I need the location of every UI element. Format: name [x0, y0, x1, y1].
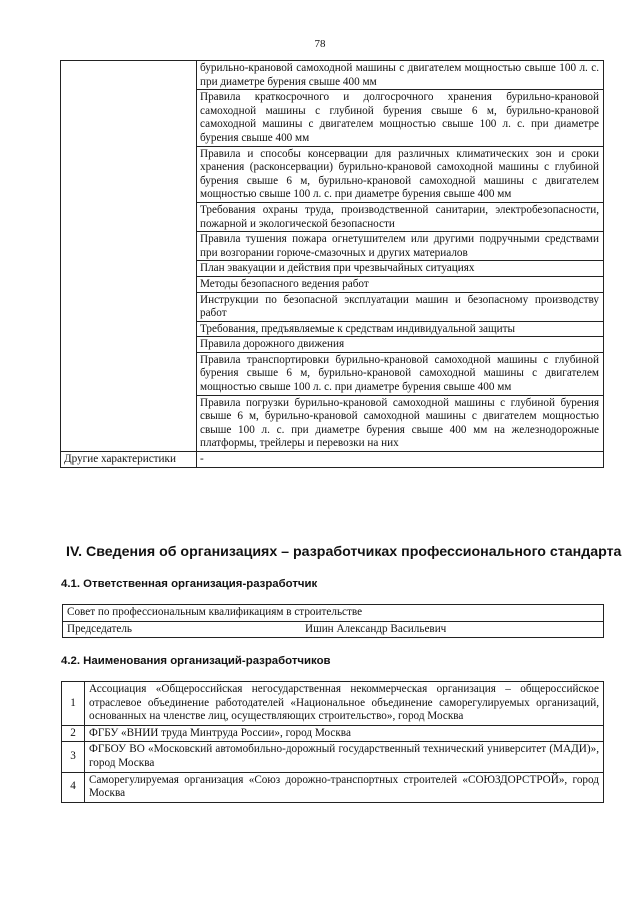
developer-name: Саморегулируемая организация «Союз дорожно-транспортных строителей «СОЮЗДОРСТРОЙ», город Москва	[85, 772, 604, 802]
person-name: Ишин Александр Васильевич	[305, 622, 447, 635]
requirement-item: Правила погрузки бурильно-крановой самоходной машины с глубиной бурения свыше 6 м, бурильно-крановой самоходной машины с двигателем мощностью свыше 100 л. с. при диаметре бурения свыше 400 мм на железнодорожные платформы, трейлеры и перевозки на них	[197, 395, 604, 451]
responsible-person-cell	[63, 621, 604, 638]
section-title: IV. Сведения об организациях – разработчиках профессионального стандарта	[66, 544, 622, 560]
responsible-org-table	[62, 604, 604, 638]
requirement-item: Требования, предъявляемые к средствам индивидуальной защиты	[197, 321, 604, 337]
subsection-title-developers: 4.2. Наименования организаций-разработчиков	[61, 655, 331, 667]
requirement-item: Правила тушения пожара огнетушителем или другими подручными средствами при возгорании горюче-смазочных и других материалов	[197, 232, 604, 261]
subsection-title-responsible: 4.1. Ответственная организация-разработчик	[61, 578, 318, 590]
requirements-label-cell	[61, 61, 197, 452]
developers-table	[61, 681, 604, 803]
requirement-item: Методы безопасного ведения работ	[197, 276, 604, 292]
requirement-item: Инструкции по безопасной эксплуатации машин и безопасному производству работ	[197, 292, 604, 321]
responsible-org-name: Совет по профессиональным квалификациям в строительстве	[63, 605, 604, 622]
page-number: 78	[314, 38, 326, 50]
table-row	[62, 742, 604, 772]
developer-name: ФГБОУ ВО «Московский автомобильно-дорожный государственный технический университет (МАДИ)», город Москва	[85, 742, 604, 772]
table-row	[62, 772, 604, 802]
requirement-item: Правила и способы консервации для различных климатических зон и сроки хранения (расконсервации) бурильно-крановой самоходной машины с глубиной бурения свыше 6 м, бурильно-крановой самоходной машины с двигателем мощностью свыше 100 л. с. при диаметре бурения свыше 400 мм	[197, 146, 604, 202]
row-number: 2	[62, 725, 85, 742]
table-row	[61, 61, 604, 90]
table-row	[63, 621, 604, 638]
requirements-table	[60, 60, 604, 468]
requirement-item: Правила краткосрочного и долгосрочного хранения бурильно-крановой самоходной машины с глубиной бурения свыше 6 м, бурильно-крановой самоходной машины с двигателем мощностью свыше 100 л. с. при диаметре бурения свыше 400 мм	[197, 90, 604, 146]
requirement-item: Правила транспортировки бурильно-крановой самоходной машины с глубиной бурения свыше 6 м, бурильно-крановой самоходной машины с двигателем мощностью свыше 100 л. с. при диаметре бурения свыше 400 мм	[197, 352, 604, 395]
table-row	[61, 452, 604, 468]
other-characteristics-value: -	[197, 452, 604, 468]
requirement-item: План эвакуации и действия при чрезвычайных ситуациях	[197, 261, 604, 277]
table-row	[63, 605, 604, 622]
requirement-item: Правила дорожного движения	[197, 337, 604, 353]
developer-name: ФГБУ «ВНИИ труда Минтруда России», город Москва	[85, 725, 604, 742]
developer-name: Ассоциация «Общероссийская негосударственная некоммерческая организация – общероссийское отраслевое объединение работодателей «Национальное объединение саморегулируемых организаций, основанных на членстве лиц, осуществляющих строительство», город Москва	[85, 682, 604, 726]
requirement-item: бурильно-крановой самоходной машины с двигателем мощностью свыше 100 л. с. при диаметре бурения свыше 400 мм	[197, 61, 604, 90]
person-role: Председатель	[67, 622, 133, 635]
row-number: 3	[62, 742, 85, 772]
other-characteristics-label: Другие характеристики	[61, 452, 197, 468]
requirement-item: Требования охраны труда, производственной санитарии, электробезопасности, пожарной и экологической безопасности	[197, 202, 604, 231]
row-number: 4	[62, 772, 85, 802]
table-row	[62, 725, 604, 742]
table-row	[62, 682, 604, 726]
row-number: 1	[62, 682, 85, 726]
